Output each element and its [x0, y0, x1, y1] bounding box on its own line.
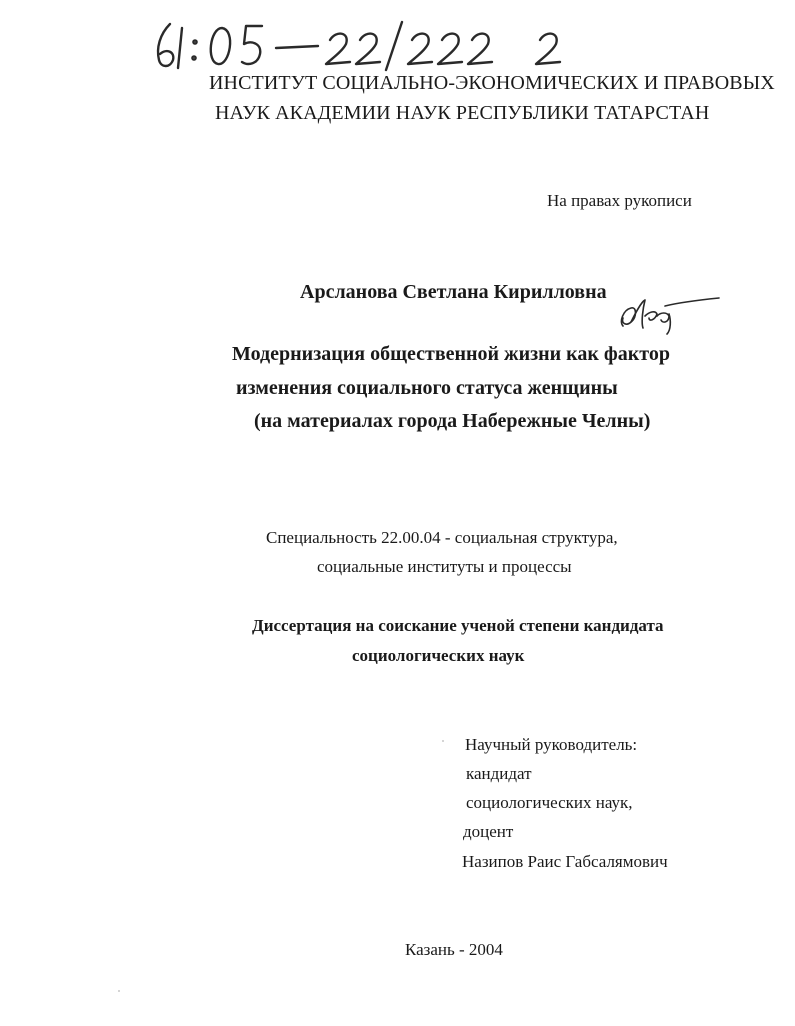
supervisor-degree-1: кандидат	[466, 764, 532, 783]
scan-speck	[442, 740, 444, 742]
title-line-1: Модернизация общественной жизни как фактор	[232, 343, 670, 365]
title-line-2: изменения социального статуса женщины	[236, 377, 618, 399]
scan-speck	[118, 990, 120, 992]
specialty-line-2: социальные институты и процессы	[317, 557, 572, 576]
city-and-year: Казань - 2004	[405, 940, 503, 959]
supervisor-degree-2: социологических наук,	[466, 793, 633, 812]
supervisor-role: Научный руководитель:	[465, 735, 638, 754]
author-signature	[615, 292, 725, 336]
handwritten-archive-code	[150, 18, 590, 74]
specialty-line-1: Специальность 22.00.04 - социальная структура,	[266, 528, 618, 547]
title-line-3: (на материалах города Набережные Челны)	[254, 410, 651, 432]
supervisor-rank: доцент	[463, 822, 514, 841]
dissertation-line-1: Диссертация на соискание ученой степени кандидата	[252, 616, 664, 635]
institute-line-1: ИНСТИТУТ СОЦИАЛЬНО-ЭКОНОМИЧЕСКИХ И ПРАВОВЫХ	[209, 72, 775, 94]
supervisor-name: Назипов Раис Габсалямович	[462, 852, 668, 871]
dissertation-line-2: социологических наук	[352, 646, 525, 665]
author-name: Арсланова Светлана Кирилловна	[300, 281, 607, 303]
manuscript-rights-note: На правах рукописи	[547, 191, 692, 210]
institute-line-2: НАУК АКАДЕМИИ НАУК РЕСПУБЛИКИ ТАТАРСТАН	[215, 102, 710, 124]
